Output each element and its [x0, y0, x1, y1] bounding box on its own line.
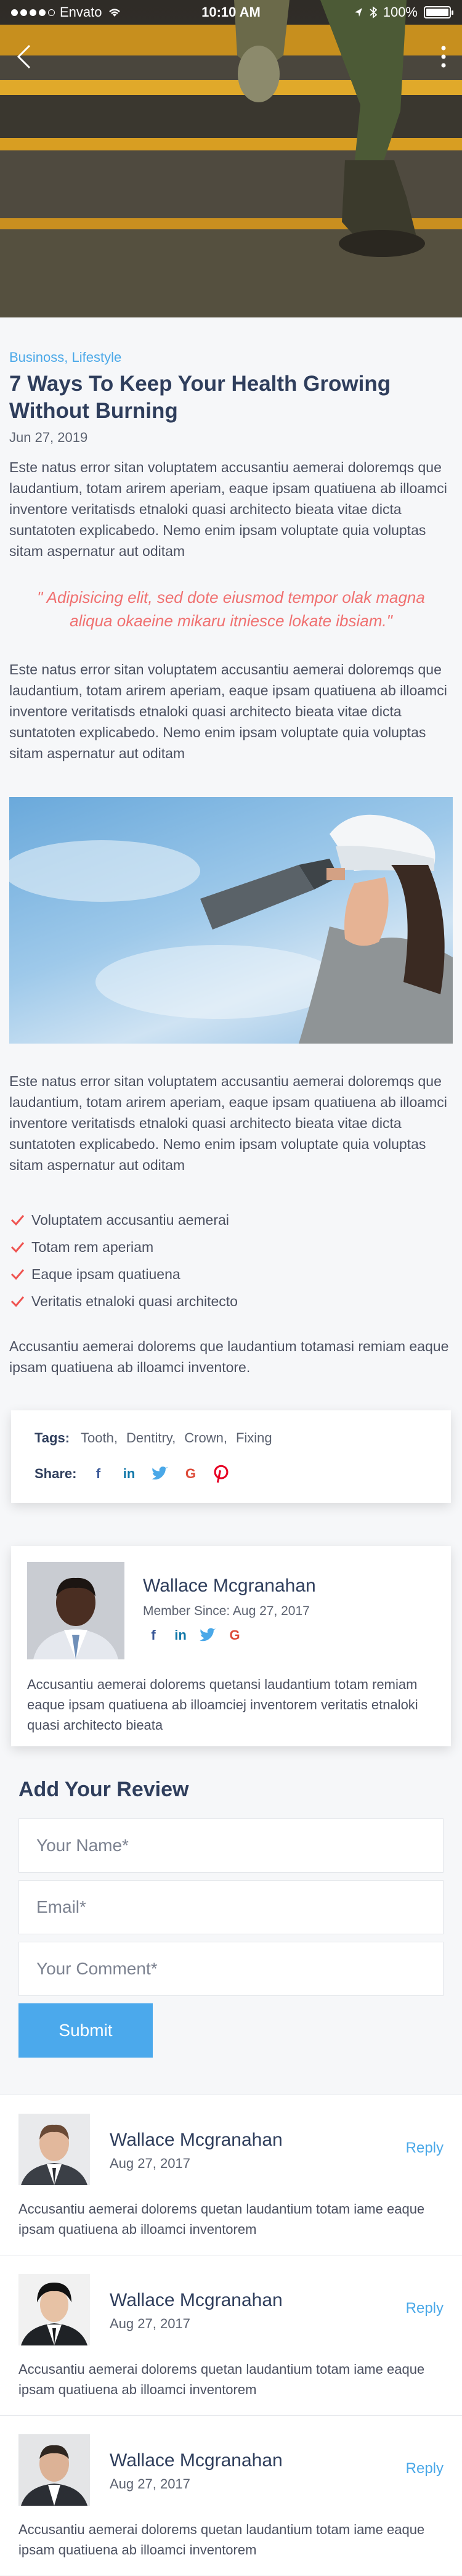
battery-percent: 100%	[383, 4, 418, 20]
comment-item	[0, 2095, 462, 2255]
article-paragraph: Accusantiu aemerai dolorems que laudantium totamasi remiam eaque ipsam quatiuena ab illoamci inventore.	[9, 1338, 449, 1375]
tag-link[interactable]: Fixing	[235, 1430, 272, 1445]
location-icon	[354, 7, 363, 18]
check-icon	[9, 1293, 25, 1309]
linkedin-icon[interactable]: in	[123, 1466, 136, 1481]
email-field[interactable]	[18, 1880, 444, 1934]
status-bar	[0, 0, 462, 25]
comment-author: Wallace Mcgranahan	[110, 2290, 283, 2310]
submit-button[interactable]: Submit	[18, 2003, 153, 2058]
article-title: 7 Ways To Keep Your Health Growing Without Burning	[9, 372, 391, 423]
tag-link[interactable]: Tooth,	[81, 1430, 118, 1445]
comment-text: Accusantiu aemerai dolorems quetan laudantium totam iame eaque ipsam quatiuena ab illoamci inventorem	[18, 2361, 425, 2397]
bluetooth-icon	[370, 6, 377, 18]
avatar	[27, 1562, 124, 1659]
avatar	[18, 2434, 90, 2506]
article-paragraph: Este natus error sitan voluptatem accusantiu aemerai doloremqs que laudantium, totam arirem aperiam, eaque ipsam quatiuena ab illoamci inventore veritatisds etnaloki quasi architecto bieata vitae dicta suntatoten explicabedo. Nemo enim ipsam voluptate quia voluptas sitam aspernatur aut oditam	[9, 661, 447, 761]
avatar	[18, 2274, 90, 2345]
category-link[interactable]: Businoss	[9, 350, 65, 365]
list-item	[9, 1288, 238, 1315]
tags-row	[34, 1430, 281, 1446]
share-label: Share:	[34, 1466, 77, 1481]
article-quote: " Adipisicing elit, sed dote eiusmod tempor olak magna aliqua okaeine mikaru itniesce lokate ibsiam."	[37, 588, 425, 630]
google-icon[interactable]: G	[185, 1466, 197, 1481]
avatar	[18, 2114, 90, 2185]
category-list	[9, 350, 121, 366]
back-arrow-icon[interactable]	[14, 43, 36, 70]
author-bio: Accusantiu aemerai dolorems quetansi laudantium totam remiam eaque ipsam quatiuena ab illoamciej inventorem veritatis etnaloki quasi architecto bieata	[27, 1677, 418, 1733]
check-icon	[9, 1212, 25, 1228]
article-photo	[9, 797, 453, 1044]
reply-link[interactable]: Reply	[405, 2140, 444, 2156]
commenter-photo	[18, 2274, 90, 2345]
author-card	[11, 1546, 451, 1746]
article-paragraph: Este natus error sitan voluptatem accusantiu aemerai doloremqs que laudantium, totam arirem aperiam, eaque ipsam quatiuena ab illoamci inventore veritatisds etnaloki quasi architecto bieata vitae dicta suntatoten explicabedo. Nemo enim ipsam voluptate quia voluptas sitam aspernatur aut oditam	[9, 1073, 447, 1173]
checklist-label: Eaque ipsam quatiuena	[31, 1266, 180, 1282]
twitter-icon[interactable]	[197, 1625, 218, 1646]
comment-date: Aug 27, 2017	[110, 2156, 190, 2171]
list-item	[9, 1233, 238, 1261]
tag-link[interactable]: Dentitry,	[126, 1430, 176, 1445]
comment-text: Accusantiu aemerai dolorems quetan laudantium totam iame eaque ipsam quatiuena ab illoamci inventorem	[18, 2201, 425, 2237]
status-time: 10:10 AM	[201, 4, 261, 20]
list-item	[9, 1261, 238, 1288]
checklist-label: Totam rem aperiam	[31, 1238, 154, 1255]
name-input[interactable]	[18, 1818, 444, 1873]
wifi-icon	[107, 7, 122, 18]
runner-legs	[0, 0, 462, 317]
google-icon[interactable]: G	[229, 1627, 240, 1643]
author-photo	[27, 1562, 124, 1659]
author-social-links	[143, 1625, 245, 1646]
comment-item	[0, 2415, 462, 2575]
category-link[interactable]: Lifestyle	[71, 350, 122, 365]
author-member-since: Member Since: Aug 27, 2017	[143, 1604, 310, 1618]
checklist-label: Voluptatem accusantiu aemerai	[31, 1211, 229, 1228]
tags-label: Tags:	[34, 1430, 70, 1445]
battery-icon	[424, 6, 451, 18]
facebook-icon[interactable]: f	[95, 1466, 101, 1481]
woman-drinking-water	[9, 797, 453, 1044]
comment-author: Wallace Mcgranahan	[110, 2130, 283, 2150]
comment-field[interactable]	[18, 1942, 444, 1996]
checklist	[9, 1206, 238, 1315]
commenter-photo	[18, 2114, 90, 2185]
comment-author: Wallace Mcgranahan	[110, 2450, 283, 2471]
signal-icon	[11, 9, 55, 16]
share-row	[34, 1463, 241, 1484]
hero-image	[0, 0, 462, 317]
pinterest-icon[interactable]	[211, 1463, 232, 1484]
facebook-icon[interactable]: f	[151, 1627, 156, 1643]
check-icon	[9, 1239, 25, 1255]
comment-text: Accusantiu aemerai dolorems quetan laudantium totam iame eaque ipsam quatiuena ab illoamci inventorem	[18, 2522, 425, 2558]
article-date: Jun 27, 2019	[9, 430, 88, 445]
comment-item	[0, 2255, 462, 2415]
list-item	[9, 1206, 238, 1233]
commenter-photo	[18, 2434, 90, 2506]
comment-date: Aug 27, 2017	[110, 2476, 190, 2492]
article-paragraph: Este natus error sitan voluptatem accusantiu aemerai doloremqs que laudantium, totam arirem aperiam, eaque ipsam quatiuena ab illoamci inventore veritatisds etnaloki quasi architecto bieata vitae dicta suntatoten explicabedo. Nemo enim ipsam voluptate quia voluptas sitam aspernatur aut oditam	[9, 459, 447, 559]
twitter-icon[interactable]	[149, 1463, 170, 1484]
reply-link[interactable]: Reply	[405, 2300, 444, 2316]
comment-date: Aug 27, 2017	[110, 2316, 190, 2331]
more-vertical-icon[interactable]	[439, 44, 448, 69]
carrier-name: Envato	[60, 4, 102, 20]
tags-share-card	[11, 1410, 451, 1503]
checklist-label: Veritatis etnaloki quasi architecto	[31, 1293, 238, 1309]
author-name: Wallace Mcgranahan	[143, 1576, 316, 1596]
tag-link[interactable]: Crown,	[184, 1430, 227, 1445]
reply-link[interactable]: Reply	[405, 2460, 444, 2477]
review-form-title: Add Your Review	[18, 1778, 189, 1801]
category-separator: ,	[64, 350, 72, 365]
check-icon	[9, 1266, 25, 1282]
linkedin-icon[interactable]: in	[174, 1627, 187, 1643]
